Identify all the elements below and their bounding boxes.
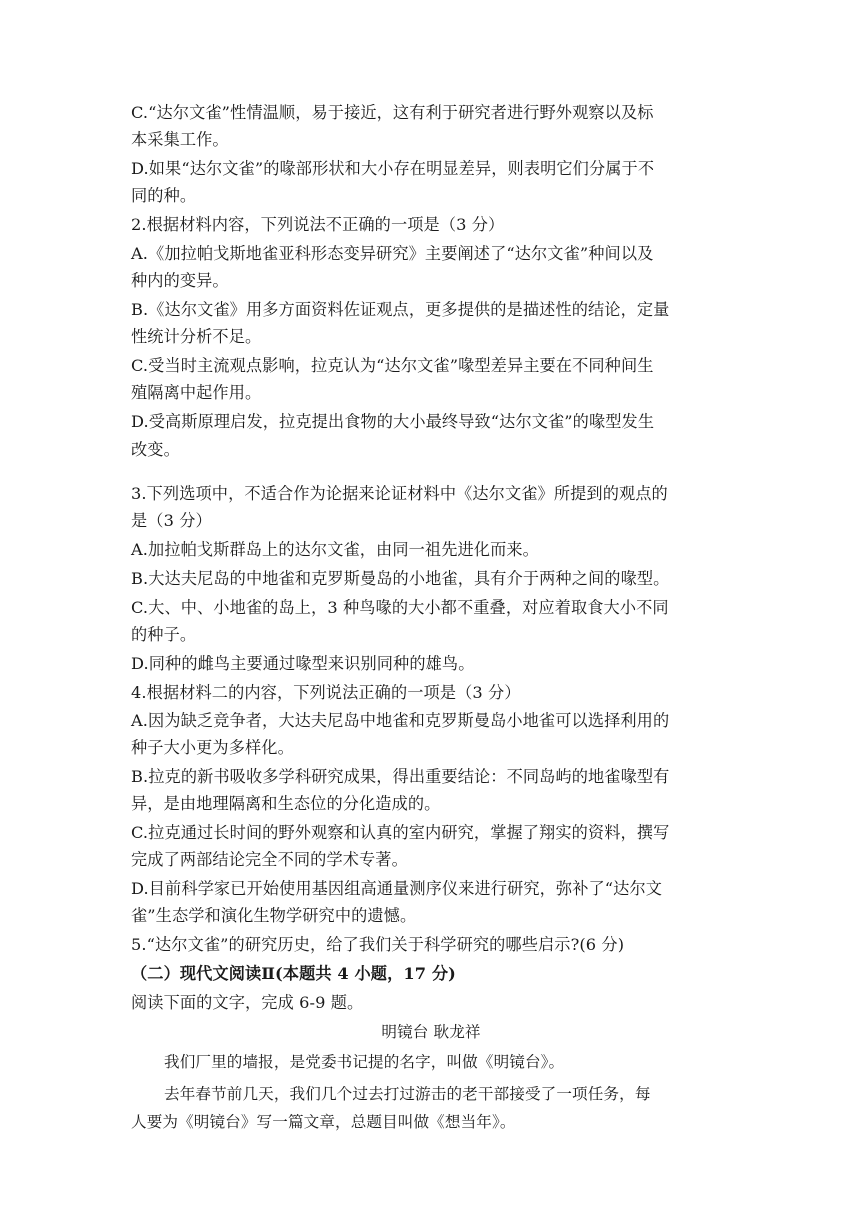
q4-option-c-line-1: C.拉克通过长时间的野外观察和认真的室内研究，掌握了翔实的资料，撰写	[131, 823, 670, 842]
story-paragraph-2-line-1: 去年春节前几天，我们几个过去打过游击的老干部接受了一项任务，每	[164, 1085, 651, 1103]
option-d-line-1: D.如果“达尔文雀”的喙部形状和大小存在明显差异，则表明它们分属于不	[131, 159, 655, 178]
q2-option-c-line-1: C.受当时主流观点影响，拉克认为“达尔文雀”喙型差异主要在不同种间生	[131, 356, 654, 375]
q4-option-c-line-2: 完成了两部结论完全不同的学术专著。	[131, 850, 408, 869]
question-2: 2.根据材料内容，下列说法不正确的一项是（3 分）	[131, 215, 505, 234]
q4-option-d-line-1: D.目前科学家已开始使用基因组高通量测序仪来进行研究，弥补了“达尔文	[131, 879, 663, 898]
q4-option-a-line-1: A.因为缺乏竞争者，大达夫尼岛中地雀和克罗斯曼岛小地雀可以选择利用的	[131, 711, 670, 730]
q3-option-c-line-2: 的种子。	[131, 625, 197, 644]
q3-option-d: D.同种的雌鸟主要通过喙型来识别同种的雄鸟。	[131, 654, 475, 673]
question-4: 4.根据材料二的内容，下列说法正确的一项是（3 分）	[131, 683, 521, 702]
q4-option-b-line-2: 异，是由地理隔离和生态位的分化造成的。	[131, 794, 441, 813]
option-d-line-2: 同的种。	[131, 186, 197, 205]
reading-instruction: 阅读下面的文字，完成 6-9 题。	[131, 993, 364, 1012]
story-paragraph-2-line-2: 人要为《明镜台》写一篇文章，总题目叫做《想当年》。	[131, 1113, 516, 1131]
story-title: 明镜台 耿龙祥	[381, 1023, 481, 1041]
q4-option-d-line-2: 雀”生态学和演化生物学研究中的遗憾。	[131, 906, 417, 925]
question-5: 5.“达尔文雀”的研究历史，给了我们关于科学研究的哪些启示?(6 分)	[131, 935, 625, 954]
question-3-line-1: 3.下列选项中，不适合作为论据来论证材料中《达尔文雀》所提到的观点的	[131, 484, 668, 503]
option-c-line-2: 本采集工作。	[131, 130, 229, 149]
q2-option-d-line-2: 改变。	[131, 440, 180, 459]
q4-option-b-line-1: B.拉克的新书吸收多学科研究成果，得出重要结论：不同岛屿的地雀喙型有	[131, 767, 670, 786]
story-paragraph-1: 我们厂里的墙报，是党委书记提的名字，叫做《明镜台》。	[164, 1053, 565, 1071]
section-heading: （二）现代文阅读Ⅱ(本题共 4 小题，17 分)	[131, 964, 456, 983]
q3-option-b: B.大达夫尼岛的中地雀和克罗斯曼岛的小地雀，具有介于两种之间的喙型。	[131, 569, 670, 588]
q2-option-d-line-1: D.受高斯原理启发，拉克提出食物的大小最终导致“达尔文雀”的喙型发生	[131, 412, 655, 431]
q3-option-a: A.加拉帕戈斯群岛上的达尔文雀，由同一祖先进化而来。	[131, 540, 539, 559]
option-c-line-1: C.“达尔文雀”性情温顺，易于接近，这有利于研究者进行野外观察以及标	[131, 103, 654, 122]
q2-option-c-line-2: 殖隔离中起作用。	[131, 383, 262, 402]
q4-option-a-line-2: 种子大小更为多样化。	[131, 738, 294, 757]
q2-option-b-line-1: B.《达尔文雀》用多方面资料佐证观点，更多提供的是描述性的结论，定量	[131, 300, 670, 319]
q2-option-a-line-2: 种内的变异。	[131, 271, 229, 290]
q3-option-c-line-1: C.大、中、小地雀的岛上，3 种鸟喙的大小都不重叠，对应着取食大小不同	[131, 598, 669, 617]
question-3-line-2: 是（3 分）	[131, 511, 212, 530]
q2-option-a-line-1: A.《加拉帕戈斯地雀亚科形态变异研究》主要阐述了“达尔文雀”种间以及	[131, 244, 654, 263]
q2-option-b-line-2: 性统计分析不足。	[131, 327, 262, 346]
